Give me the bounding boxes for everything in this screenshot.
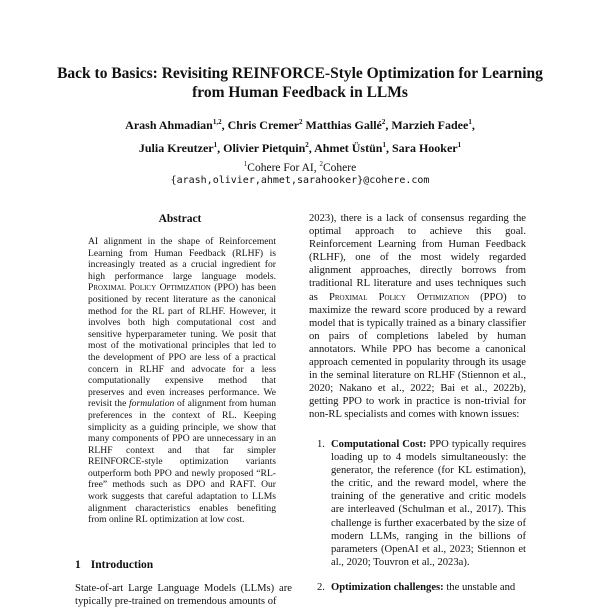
author-line xyxy=(40,135,560,158)
paper-title: Back to Basics: Revisiting REINFORCE-Style Optimization for Learning from Human Feedback in LLMs xyxy=(57,65,543,101)
list-number: 1. xyxy=(317,439,325,450)
author-name: Olivier Pietquin xyxy=(223,141,306,155)
list-item-text: the unstable and xyxy=(443,581,516,593)
list-item xyxy=(309,438,526,569)
author-name: Sara Hooker xyxy=(391,141,458,155)
abstract-text: (PPO) has been positioned by recent literature as the canonical method for the RL part of RLHF. However, it involves both high computational cost and sensitive hyperparameter tuning. We posit that most of the motivational principles that led to the development of PPO are less of a practical concern in RLHF and advocate for a less computationally expensive method that preserves and even increases performance. We revisit the xyxy=(88,282,276,410)
author-separator: , xyxy=(385,141,392,155)
abstract-heading: Abstract xyxy=(158,213,202,225)
affil-org: Cohere For AI, xyxy=(247,161,320,174)
abstract-text: AI alignment in the shape of Reinforcement Learning from Human Feedback (RLHF) is increasingly treated as a crucial ingredient for high performance large language models. xyxy=(88,236,276,282)
list-number: 2. xyxy=(317,581,325,593)
intro-paragraph: State-of-art Large Language Models (LLMs) are typically pre-trained on tremendous amounts of xyxy=(75,583,292,607)
section-title: Introduction xyxy=(90,559,154,571)
list-item xyxy=(309,581,526,594)
author-separator: , xyxy=(221,118,228,132)
author-affil-mark: 2 xyxy=(305,141,309,149)
author-affil-mark: 2 xyxy=(381,118,386,126)
author-affil-mark: 1 xyxy=(468,118,472,126)
affil-org: Cohere xyxy=(322,161,357,174)
abstract-body xyxy=(88,236,276,526)
ppo-term: Proximal Policy Optimization xyxy=(328,291,470,303)
affil-mark: 2 xyxy=(319,160,323,168)
author-emails: {arash,olivier,ahmet,sarahooker}@cohere.com xyxy=(170,175,430,186)
author-affil-mark: 1,2 xyxy=(212,118,222,126)
body-text: 2023), there is a lack of consensus regarding the optimal approach to achieve this goal. Reinforcement Learning from Human Feedback (RLHF), one of the most widely regarded alignment approaches, directly borrows from traditional RL literature and uses techniques such as xyxy=(309,213,526,303)
list-item-text: PPO typically requires loading up to 4 models simultaneously: the generator, the reference (for KL estimation), the critic, and the reward model, where the training of the generative and critic models are interleaved (Schulman et al., 2017). This challenge is further exacerbated by the size of modern LLMs, ranging in the billions of parameters (OpenAI et al., 2023; Stiennon et al., 2020; Touvron et al., 2023a). xyxy=(331,439,526,568)
author-affil-mark: 1 xyxy=(382,141,386,149)
body-text: (PPO) to maximize the reward score produced by a reward model that is typically trained as a binary classifier on pairs of completions labeled by human annotators. While PPO has become a canonical approach cemented in popularity through its usage in the seminal literature on RLHF (Stiennon et al., 2020; Nakano et al., 2022; Bai et al., 2022b), getting PPO to work in practice is non-trivial for non-RL specialists and comes with known issues: xyxy=(309,291,526,421)
ppo-term: Proximal Policy Optimization xyxy=(88,282,211,294)
body-paragraph xyxy=(309,212,526,422)
affil-mark: 1 xyxy=(243,160,248,168)
author-affil-mark: 1 xyxy=(213,141,218,149)
author-affil-mark: 2 xyxy=(299,118,303,126)
author-name: Marzieh Fadee xyxy=(391,118,469,132)
author-separator: , xyxy=(308,141,315,155)
author-name: Arash Ahmadian xyxy=(125,118,213,132)
author-name: Matthias Gallé xyxy=(305,118,382,132)
abstract-text: of alignment from human preferences in the context of RL. Keeping simplicity as a guiding principle, we show that many components of PPO are unnecessary in an RLHF context and that far simpler REINFORCE-style optimization variants outperform both PPO and newly proposed “RL-free” methods such as DPO and RAFT. Our work suggests that careful adaptation to LLMs alignment characteristics enables benefiting from online RL optimization at low cost. xyxy=(88,398,277,526)
author-separator: , xyxy=(217,141,224,155)
list-item-title: Optimization challenges: xyxy=(331,581,444,593)
emphasis: formulation xyxy=(129,398,175,410)
author-separator: , xyxy=(471,118,475,132)
section-number: 1 xyxy=(75,559,81,571)
issues-list xyxy=(309,438,526,594)
author-line xyxy=(40,112,560,135)
author-name: Ahmet Üstün xyxy=(314,141,383,155)
author-separator: , xyxy=(385,118,392,132)
section-heading xyxy=(75,558,295,572)
author-name: Chris Cremer xyxy=(227,118,300,132)
author-name: Julia Kreutzer xyxy=(138,141,214,155)
author-list xyxy=(40,112,560,158)
author-affil-mark: 1 xyxy=(457,141,462,149)
list-item-title: Computational Cost: xyxy=(331,439,427,450)
